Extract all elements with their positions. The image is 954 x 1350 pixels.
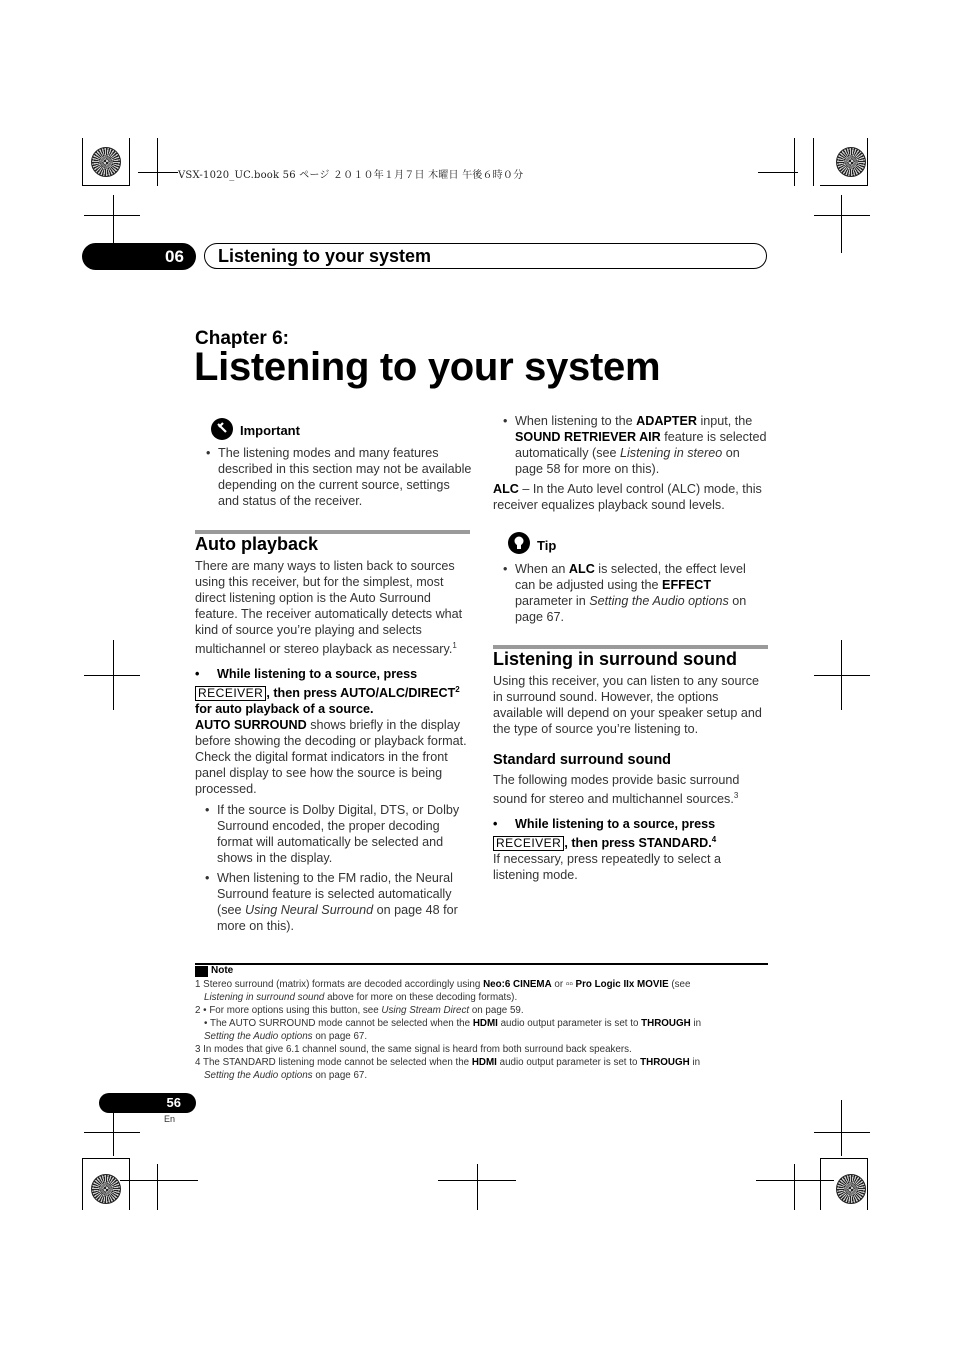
important-bullet: • The listening modes and many features described in this section may not be available depending on the current source, settings and status of the receiver. (206, 446, 472, 508)
receiver-key: RECEIVER (195, 686, 266, 701)
note-icon (195, 966, 208, 977)
adapter-bullet: • When listening to the ADAPTER input, the SOUND RETRIEVER AIR feature is selected automatically (see Listening in stereo on page 58 for more on this). ALC – In the Auto level control (ALC) mode, this receiver equalizes playback sound levels. (493, 414, 767, 512)
auto-playback-title: Auto playback (195, 534, 319, 554)
standard-surround-body: The following modes provide basic surround sound for stereo and multichannel sources.$^3$ • While listening to a source, press RECEIVER , then press STANDARD.$^4$ If necessary, press repeatedly to select a listening mode. (493, 773, 740, 883)
receiver-key: RECEIVER (493, 836, 564, 851)
note-rule (195, 963, 768, 965)
tip-bullet: • When an ALC is selected, the effect level can be adjusted using the EFFECT parameter in Setting the Audio options on page 67. (503, 562, 747, 624)
page-number: 56 (166, 1095, 181, 1110)
note-label: Note (211, 965, 234, 976)
surround-title: Listening in surround sound (493, 649, 737, 669)
chapter-number: 06 (165, 247, 184, 266)
important-icon (211, 418, 233, 440)
chapter-label: Chapter 6: (195, 328, 289, 349)
registration-rosette-icon (836, 147, 866, 177)
tip-icon (508, 532, 530, 554)
surround-intro: Using this receiver, you can listen to any source in surround sound. However, the options available will depend on your speaker setup and the type of source you’re listening to. (493, 674, 762, 736)
tip-label: Tip (537, 538, 557, 553)
standard-surround-title: Standard surround sound (493, 752, 672, 768)
registration-rosette-icon (91, 147, 121, 177)
print-info: VSX-1020_UC.book 56 ページ ２０１０年１月７日 木曜日 午後６時０分 (178, 170, 524, 181)
dolby-icon: ▫▫ (565, 979, 573, 990)
page-language: En (164, 1114, 176, 1124)
chapter-title: Listening to your system (194, 345, 661, 389)
important-label: Important (240, 423, 300, 438)
registration-rosette-icon (836, 1174, 866, 1204)
auto-playback-body: There are many ways to listen back to sources using this receiver, but for the simplest, most direct listening option is the Auto Surround feature. The receiver automatically detects what kind of source you’re playing and selects multichannel or stereo playback as necessary.$^1$ • While listening to a source, press RECEIVER , then press AUTO/ALC/DIRECT$^2$ for auto playback of a source. AUTO SURROUND shows briefly in the display before showing the decoding or playback format. Check the digital format indicators in the front panel display to see how the source is being processed. • If the source is Dolby Digital, DTS, or Dolby Surround encoded, the proper decoding format will automatically be selected and shows in the display. • When listening to the FM radio, the Neural Surround feature is selected automatically (see Using Neural Surround on page 48 for more on this). (195, 559, 467, 934)
footnotes: 1 Stereo surround (matrix) formats are decoded accordingly using Neo:6 CINEMA or ▫▫ Pro Logic IIx MOVIE (see Listening in surround sound above for more on these decoding formats). 2 • For more options using this button, see Using Stream Direct on page 59. • The AUTO SURROUND mode cannot be selected when the HDMI audio output parameter is set to THROUGH in Setting the Audio options on page 67. 3 In modes that give 6.1 channel sound, the same signal is heard from both surround back speakers. 4 The STANDARD listening mode cannot be selected when the HDMI audio output parameter is set to THROUGH in Setting the Audio options on page 67. (195, 979, 702, 1081)
header-title: Listening to your system (218, 246, 432, 266)
registration-rosette-icon (91, 1174, 121, 1204)
